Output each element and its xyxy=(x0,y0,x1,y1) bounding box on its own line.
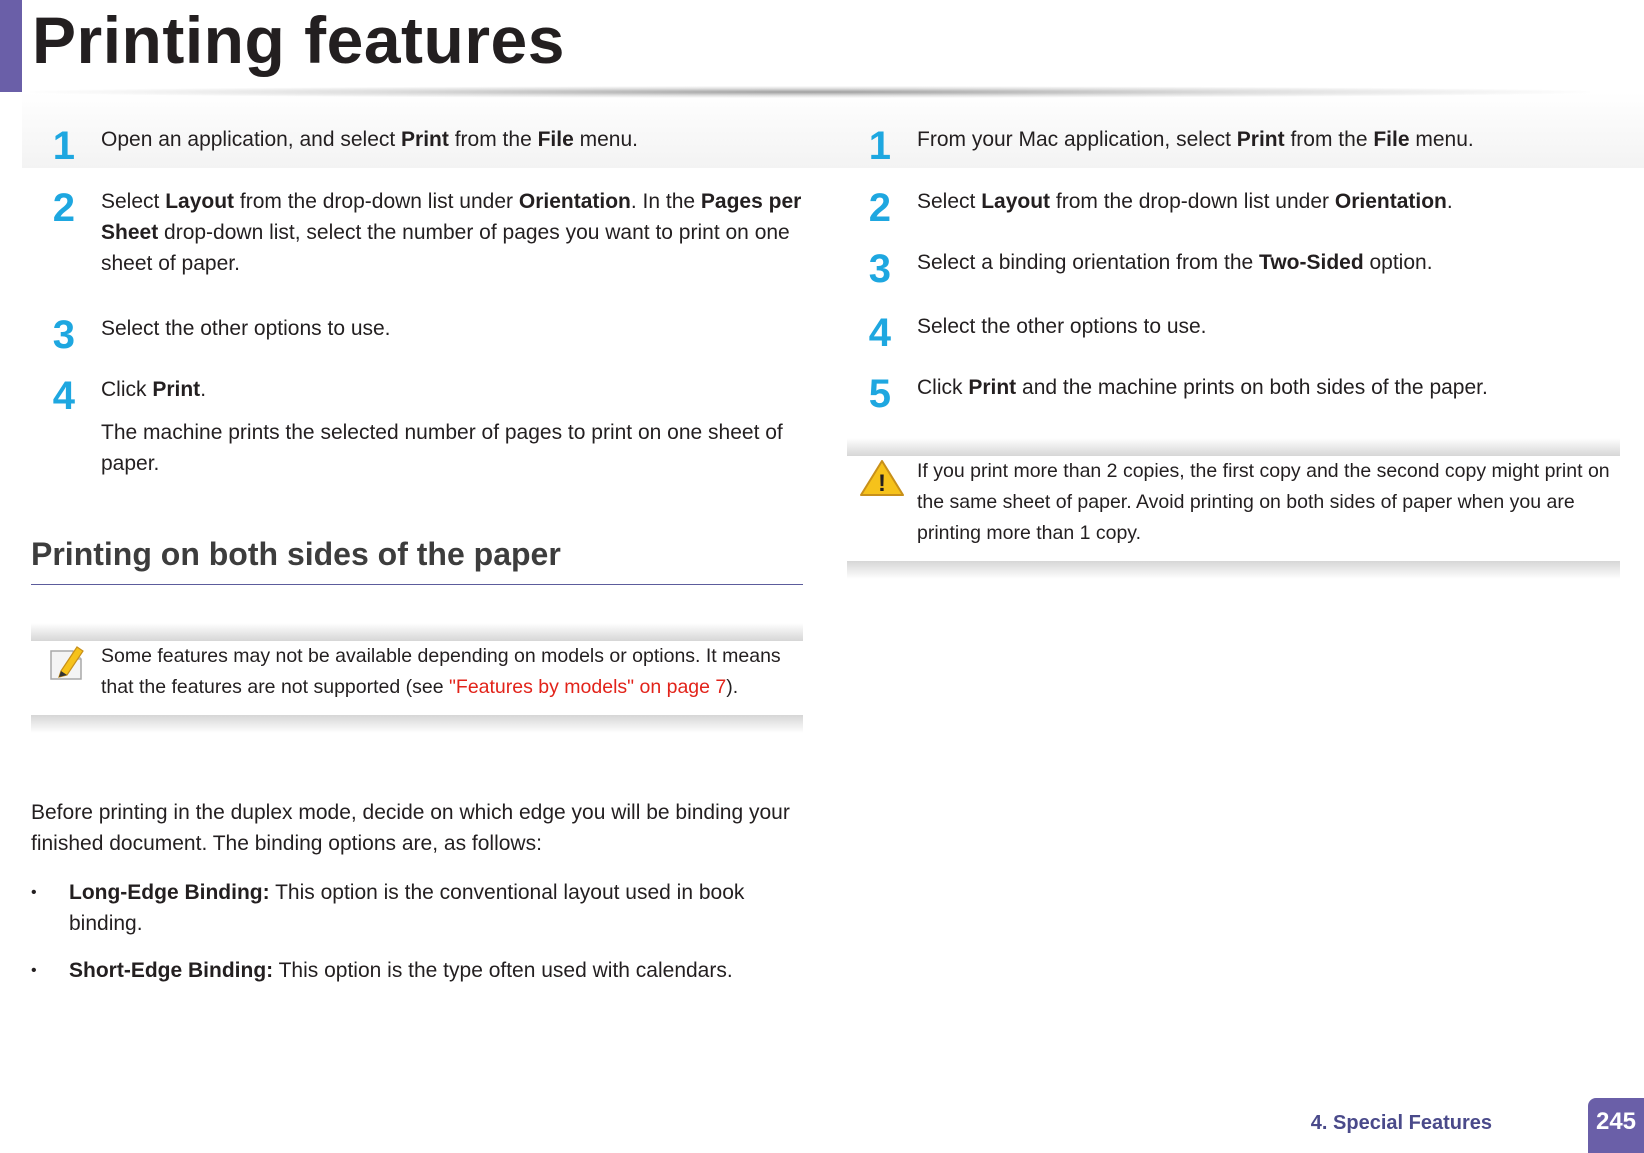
step-result: The machine prints the selected number of pages to print on one sheet of paper. xyxy=(101,421,783,475)
note-text: Some features may not be available depending on models or options. It means that the features are not supported (see "Features by models" on page 7). xyxy=(101,645,781,698)
page-accent-bar xyxy=(0,0,22,92)
right-step-5 xyxy=(847,372,1619,416)
step-number: 1 xyxy=(52,124,75,168)
svg-text:!: ! xyxy=(878,470,886,497)
right-step-2 xyxy=(847,186,1619,230)
chapter-label: 4. Special Features xyxy=(1310,1112,1492,1134)
step-text: Select a binding orientation from the Two-Sided option. xyxy=(917,251,1433,274)
right-step-4 xyxy=(847,311,1619,355)
warning-triangle-icon xyxy=(847,456,917,549)
step-text: Click Print. The machine prints the selected number of pages to print on one sheet of paper. xyxy=(101,374,803,479)
page-title: Printing features xyxy=(32,3,565,77)
left-step-4 xyxy=(31,374,803,479)
right-step-1 xyxy=(847,124,1619,168)
section-heading: Printing on both sides of the paper xyxy=(31,536,561,572)
page-number: 245 xyxy=(1588,1098,1644,1153)
step-text: From your Mac application, select Print from the File menu. xyxy=(917,128,1474,151)
step-text: Open an application, and select Print from the File menu. xyxy=(101,128,638,151)
list-item: • Long-Edge Binding: This option is the conventional layout used in book binding. xyxy=(31,881,745,935)
duplex-intro: Before printing in the duplex mode, decide on which edge you will be binding your finished document. The binding options are, as follows: xyxy=(31,801,790,855)
section-divider xyxy=(31,584,803,585)
step-text: Click Print and the machine prints on both sides of the paper. xyxy=(917,376,1488,399)
step-text: Select Layout from the drop-down list under Orientation. In the Pages per Sheet drop-down list, select the number of pages you want to print on one sheet of paper. xyxy=(101,190,802,275)
left-step-3 xyxy=(31,313,803,357)
step-number: 2 xyxy=(868,186,891,230)
step-number: 3 xyxy=(868,247,891,291)
caution-box xyxy=(847,438,1620,579)
step-number: 4 xyxy=(868,311,891,355)
caution-text: If you print more than 2 copies, the first copy and the second copy might print on the same sheet of paper. Avoid printing on both sides of paper when you are printing more than 1 copy. xyxy=(917,460,1610,544)
right-step-3 xyxy=(847,247,1619,291)
step-text: Select the other options to use. xyxy=(101,317,391,340)
step-number: 5 xyxy=(868,372,891,416)
step-text: Select Layout from the drop-down list under Orientation. xyxy=(917,190,1453,213)
step-text: Select the other options to use. xyxy=(917,315,1207,338)
left-step-2 xyxy=(31,186,803,279)
left-step-1 xyxy=(31,124,803,168)
list-item: • Short-Edge Binding: This option is the type often used with calendars. xyxy=(31,959,733,982)
step-number: 1 xyxy=(868,124,891,168)
step-number: 4 xyxy=(52,374,75,418)
step-number: 3 xyxy=(52,313,75,357)
pencil-note-icon xyxy=(31,641,101,703)
note-box xyxy=(31,623,803,733)
features-by-models-link[interactable]: "Features by models" on page 7 xyxy=(448,676,727,698)
step-number: 2 xyxy=(52,186,75,230)
title-underline xyxy=(30,86,1590,98)
